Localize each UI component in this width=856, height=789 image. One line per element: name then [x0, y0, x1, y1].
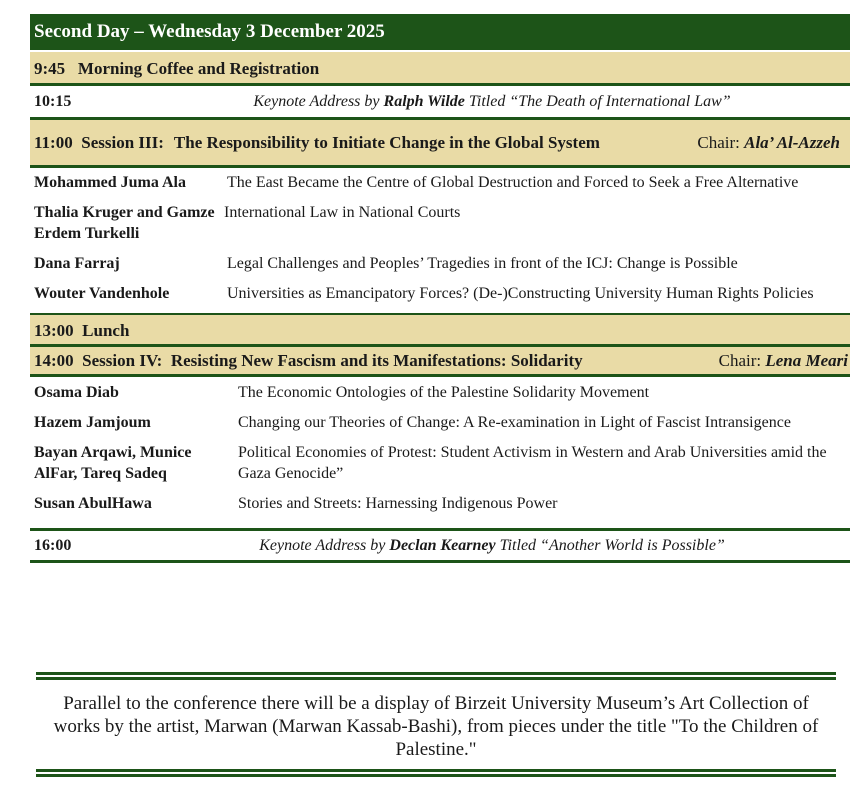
talk-row: [30, 493, 850, 528]
coffee-time: 9:45: [34, 59, 66, 78]
notice-bottom-rule-2: [36, 774, 836, 777]
talk-title: International Law in National Courts: [224, 204, 461, 221]
keynote-1-prefix: Keynote Address by: [253, 92, 384, 110]
talk-title: Political Economies of Protest: Student Activism in Western and Arab Universities amid the Gaza Genocide”: [238, 444, 827, 482]
talk-row: [30, 202, 850, 244]
talk-row: [30, 382, 850, 403]
notice-top-rule: [36, 672, 836, 675]
session-4-label: Session IV:: [82, 350, 163, 370]
keynote-2-text: [164, 537, 850, 555]
talk-row: [30, 442, 850, 484]
talk-speaker: Thalia Kruger and Gamze Erdem Turkelli: [34, 204, 215, 242]
keynote-1-text: [164, 93, 850, 111]
notice-bottom-rule: [36, 769, 836, 772]
lunch-row: [30, 313, 850, 347]
talk-title: The Economic Ontologies of the Palestine Solidarity Movement: [238, 384, 650, 401]
session-4-talks: [30, 382, 850, 531]
talk-title: The East Became the Centre of Global Destruction and Forced to Seek a Free Alternative: [227, 174, 799, 191]
session-3-time: 11:00: [34, 132, 73, 152]
talk-row: [30, 412, 850, 433]
talk-title: Legal Challenges and Peoples’ Tragedies in front of the ICJ: Change is Possible: [227, 255, 738, 272]
talk-speaker: Mohammed Juma Ala: [34, 174, 186, 191]
session-3-talks: [30, 172, 850, 313]
keynote-row-1: [30, 86, 850, 120]
keynote-2-title: “Another World is Possible”: [540, 536, 725, 554]
keynote-1-speaker: Ralph Wilde: [383, 92, 465, 110]
session-4-title: Resisting New Fascism and its Manifestations: Solidarity: [170, 350, 583, 370]
keynote-row-2: [30, 531, 850, 563]
talk-speaker: Dana Farraj: [34, 255, 120, 272]
session-3-chair-label: Chair:: [697, 132, 745, 152]
keynote-1-title: “The Death of International Law”: [509, 92, 731, 110]
session-4-time: 14:00: [34, 350, 74, 370]
talk-title: Stories and Streets: Harnessing Indigenous Power: [238, 495, 558, 512]
keynote-1-time: 10:15: [34, 92, 72, 110]
keynote-2-time: 16:00: [34, 536, 72, 554]
session-3-header: [30, 120, 850, 168]
talk-speaker: Osama Diab: [34, 384, 119, 401]
keynote-2-mid: Titled: [495, 536, 541, 554]
day-header: Second Day – Wednesday 3 December 2025: [30, 14, 850, 50]
notice-top-rule-2: [36, 677, 836, 680]
talk-row: [30, 253, 850, 274]
session-3-title: The Responsibility to Initiate Change in the Global System: [173, 133, 600, 152]
talk-row: [30, 283, 850, 313]
talk-speaker: Susan AbulHawa: [34, 495, 152, 512]
keynote-2-prefix: Keynote Address by: [259, 536, 390, 554]
session-3-label: Session III:: [81, 132, 164, 152]
session-4-chair: [719, 351, 850, 371]
coffee-row: [30, 52, 850, 86]
programme-day-two: [30, 14, 850, 563]
session-4-chair-name: Lena Meari: [765, 350, 848, 370]
talk-title: Universities as Emancipatory Forces? (De-)Constructing University Human Rights Policies: [227, 285, 814, 302]
talk-title: Changing our Theories of Change: A Re-examination in Light of Fascist Intransigence: [238, 414, 791, 431]
notice-text: Parallel to the conference there will be a display of Birzeit University Museum’s Art Collection of works by the artist, Marwan (Marwan Kassab-Bashi), from pieces under the title "To the Children of Palestine.": [53, 693, 819, 760]
talk-row: [30, 172, 850, 193]
session-3-chair-name: Ala’ Al-Azzeh: [744, 132, 840, 152]
museum-notice: [36, 672, 836, 779]
session-4-chair-label: Chair:: [718, 350, 766, 370]
lunch-time: 13:00: [34, 321, 74, 340]
keynote-1-mid: Titled: [464, 92, 510, 110]
session-3-chair: [697, 133, 850, 153]
lunch-label: Lunch: [82, 321, 130, 340]
keynote-2-speaker: Declan Kearney: [389, 536, 496, 554]
talk-speaker: Bayan Arqawi, Munice AlFar, Tareq Sadeq: [34, 444, 192, 482]
talk-speaker: Wouter Vandenhole: [34, 285, 170, 302]
session-4-header: [30, 347, 850, 377]
coffee-label: Morning Coffee and Registration: [77, 59, 320, 78]
talk-speaker: Hazem Jamjoum: [34, 414, 151, 431]
